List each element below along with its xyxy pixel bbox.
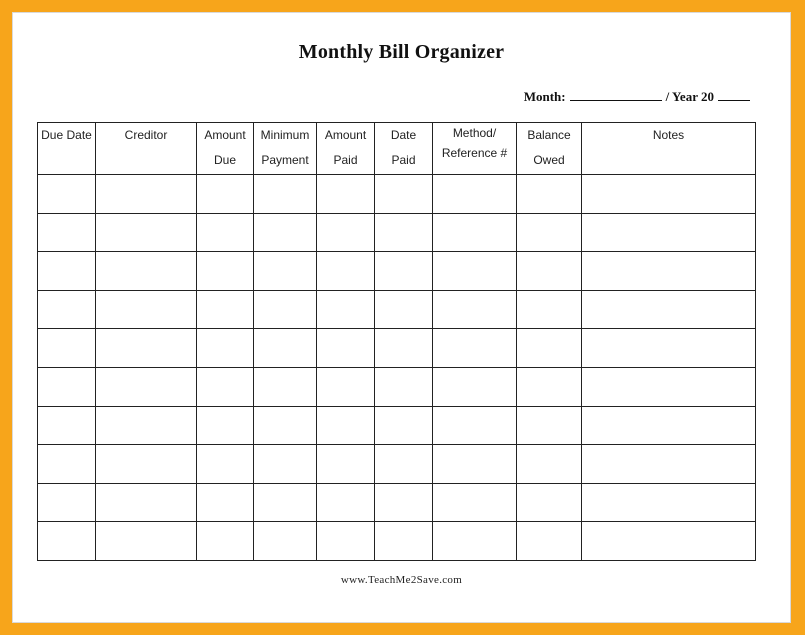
table-cell[interactable]: [38, 175, 96, 214]
table-cell[interactable]: [375, 329, 433, 368]
table-row: [38, 252, 756, 291]
table-cell[interactable]: [433, 367, 517, 406]
table-row: [38, 406, 756, 445]
table-cell[interactable]: [317, 213, 375, 252]
table-cell[interactable]: [375, 290, 433, 329]
header-line: Balance: [527, 128, 571, 142]
table-cell[interactable]: [96, 406, 197, 445]
table-cell[interactable]: [582, 290, 756, 329]
header-row: [38, 123, 756, 175]
table-cell[interactable]: [254, 252, 317, 291]
table-cell[interactable]: [38, 522, 96, 561]
bill-table: [37, 122, 756, 561]
header-line: Due Date: [41, 128, 92, 142]
table-cell[interactable]: [317, 290, 375, 329]
table-cell[interactable]: [517, 175, 582, 214]
table-cell[interactable]: [197, 522, 254, 561]
table-cell[interactable]: [375, 406, 433, 445]
table-cell[interactable]: [433, 213, 517, 252]
table-cell[interactable]: [582, 367, 756, 406]
month-blank: [570, 88, 662, 101]
header-amount-due: [197, 123, 254, 175]
table-cell[interactable]: [254, 406, 317, 445]
table-cell[interactable]: [517, 213, 582, 252]
table-cell[interactable]: [96, 290, 197, 329]
header-line: Minimum: [260, 128, 310, 142]
table-cell[interactable]: [96, 483, 197, 522]
table-cell[interactable]: [197, 483, 254, 522]
table-cell[interactable]: [254, 175, 317, 214]
table-cell[interactable]: [38, 252, 96, 291]
table-cell[interactable]: [254, 213, 317, 252]
table-cell[interactable]: [433, 483, 517, 522]
header-line: Date: [390, 128, 417, 142]
table-cell[interactable]: [38, 445, 96, 484]
table-cell[interactable]: [375, 175, 433, 214]
header-date-paid: [375, 123, 433, 175]
header-line: Payment: [261, 153, 309, 167]
table-row: [38, 213, 756, 252]
table-cell[interactable]: [517, 522, 582, 561]
year-label: / Year 20: [665, 89, 714, 104]
header-amount-paid: [317, 123, 375, 175]
table-cell[interactable]: [517, 406, 582, 445]
table-cell[interactable]: [433, 252, 517, 291]
table-cell[interactable]: [582, 445, 756, 484]
table-cell[interactable]: [582, 329, 756, 368]
table-cell[interactable]: [197, 175, 254, 214]
header-line: Creditor: [124, 128, 168, 142]
header-due-date: [38, 123, 96, 175]
table-row: [38, 367, 756, 406]
page-title: Monthly Bill Organizer: [298, 41, 505, 63]
table-cell[interactable]: [38, 213, 96, 252]
table-cell[interactable]: [254, 522, 317, 561]
table-cell[interactable]: [517, 290, 582, 329]
table-cell[interactable]: [96, 252, 197, 291]
table-cell[interactable]: [517, 252, 582, 291]
table-cell[interactable]: [38, 483, 96, 522]
table-row: [38, 445, 756, 484]
table-cell[interactable]: [433, 290, 517, 329]
year-blank: [718, 88, 750, 101]
table-cell[interactable]: [317, 175, 375, 214]
footer-url: www.TeachMe2Save.com: [340, 574, 463, 586]
header-line: Reference #: [441, 146, 508, 160]
table-row: [38, 175, 756, 214]
table-cell[interactable]: [96, 213, 197, 252]
table-cell[interactable]: [254, 290, 317, 329]
table-cell[interactable]: [375, 483, 433, 522]
table-cell[interactable]: [197, 252, 254, 291]
header-notes: [582, 123, 756, 175]
month-label: Month:: [523, 89, 566, 104]
table-cell[interactable]: [517, 367, 582, 406]
header-method-reference: [433, 123, 517, 175]
table-cell[interactable]: [96, 367, 197, 406]
table-cell[interactable]: [317, 329, 375, 368]
header-balance-owed: [517, 123, 582, 175]
table-row: [38, 522, 756, 561]
header-minimum-payment: [254, 123, 317, 175]
table-cell[interactable]: [582, 175, 756, 214]
document-page: [12, 12, 791, 623]
table-cell[interactable]: [254, 329, 317, 368]
table-cell[interactable]: [517, 329, 582, 368]
table-cell[interactable]: [433, 445, 517, 484]
table-cell[interactable]: [317, 367, 375, 406]
table-cell[interactable]: [433, 406, 517, 445]
table-cell[interactable]: [254, 367, 317, 406]
table-cell[interactable]: [38, 406, 96, 445]
table-cell[interactable]: [254, 483, 317, 522]
table-cell[interactable]: [375, 367, 433, 406]
table-cell[interactable]: [317, 522, 375, 561]
table-cell[interactable]: [96, 175, 197, 214]
table-cell[interactable]: [197, 329, 254, 368]
table-row: [38, 290, 756, 329]
table-cell[interactable]: [433, 175, 517, 214]
table-cell[interactable]: [375, 522, 433, 561]
header-creditor: [96, 123, 197, 175]
table-cell[interactable]: [38, 329, 96, 368]
table-cell[interactable]: [433, 329, 517, 368]
table-cell[interactable]: [582, 483, 756, 522]
table-cell[interactable]: [375, 213, 433, 252]
table-cell[interactable]: [96, 445, 197, 484]
header-line: Owed: [533, 153, 565, 167]
header-line: Paid: [333, 153, 358, 167]
table-cell[interactable]: [38, 367, 96, 406]
table-cell[interactable]: [96, 329, 197, 368]
bill-rows: [38, 175, 756, 561]
table-cell[interactable]: [375, 445, 433, 484]
table-row: [38, 329, 756, 368]
header-line: Method/: [452, 126, 497, 140]
table-cell[interactable]: [582, 406, 756, 445]
table-cell[interactable]: [197, 290, 254, 329]
table-cell[interactable]: [317, 445, 375, 484]
table-cell[interactable]: [317, 252, 375, 291]
header-line: Amount: [324, 128, 367, 142]
table-cell[interactable]: [582, 213, 756, 252]
month-year-line: [524, 88, 750, 105]
table-cell[interactable]: [254, 445, 317, 484]
table-cell[interactable]: [317, 406, 375, 445]
table-cell[interactable]: [197, 213, 254, 252]
table-cell[interactable]: [517, 445, 582, 484]
table-cell[interactable]: [96, 522, 197, 561]
header-line: Paid: [391, 153, 416, 167]
table-row: [38, 483, 756, 522]
header-line: Notes: [652, 128, 685, 142]
table-cell[interactable]: [582, 252, 756, 291]
table-cell[interactable]: [375, 252, 433, 291]
table-cell[interactable]: [317, 483, 375, 522]
table-cell[interactable]: [197, 367, 254, 406]
table-cell[interactable]: [433, 522, 517, 561]
table-cell[interactable]: [517, 483, 582, 522]
header-line: Amount: [204, 128, 246, 142]
table-cell[interactable]: [197, 445, 254, 484]
table-cell[interactable]: [38, 290, 96, 329]
header-line: Due: [213, 153, 236, 167]
table-cell[interactable]: [582, 522, 756, 561]
table-cell[interactable]: [197, 406, 254, 445]
